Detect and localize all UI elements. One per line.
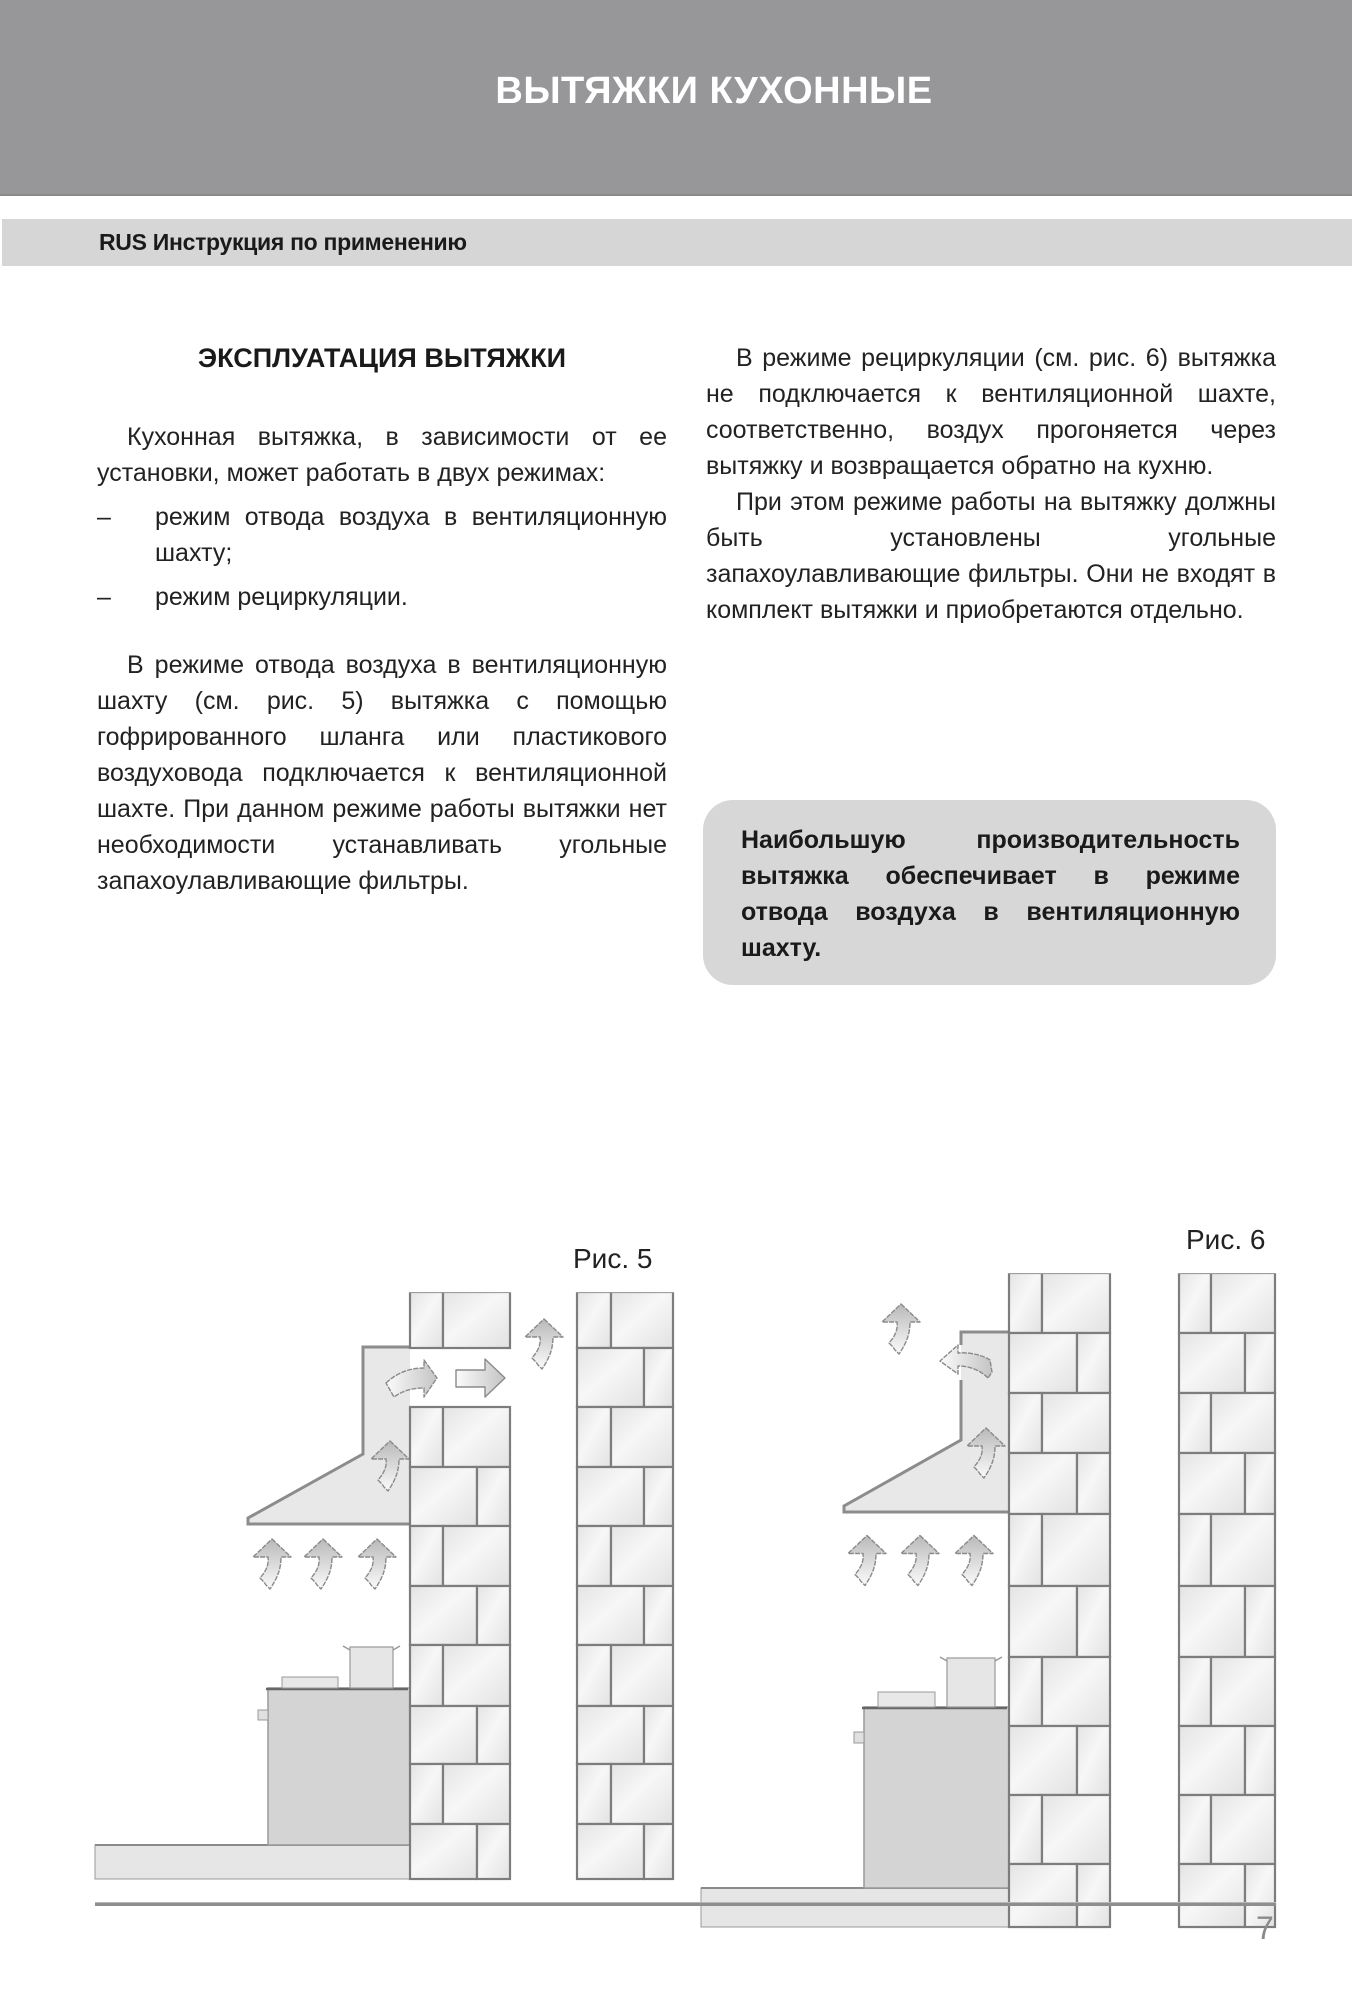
brick [443, 1764, 510, 1824]
airflow-up-arrow-icon [253, 1539, 291, 1589]
brick [1077, 1726, 1110, 1795]
brick [410, 1407, 443, 1467]
range-hood [248, 1347, 410, 1524]
brick [644, 1348, 673, 1407]
brick [410, 1764, 443, 1824]
brick [611, 1764, 673, 1824]
brick [1179, 1333, 1245, 1393]
pan [282, 1677, 338, 1688]
brick-wall-right [575, 1291, 675, 1879]
brick [577, 1824, 644, 1879]
brick [1211, 1657, 1275, 1726]
stove-knob [258, 1710, 268, 1720]
brick [1042, 1273, 1110, 1333]
brick [443, 1292, 510, 1348]
brick [1179, 1586, 1245, 1657]
brick [443, 1526, 510, 1586]
list-item-text: режим рециркуляции. [155, 583, 408, 611]
section-title: ЭКСПЛУАТАЦИЯ ВЫТЯЖКИ [197, 343, 567, 373]
airflow-up-arrow-icon [304, 1539, 342, 1589]
brick [410, 1645, 443, 1706]
brick [1009, 1864, 1077, 1927]
brick [1009, 1273, 1042, 1333]
brick [577, 1348, 644, 1407]
airflow-up-arrow-icon [901, 1536, 939, 1586]
brick [1009, 1726, 1077, 1795]
brick [1009, 1333, 1077, 1393]
airflow-up-arrow-icon [358, 1539, 396, 1589]
brick [410, 1526, 443, 1586]
brick [577, 1292, 611, 1348]
brick [1179, 1864, 1245, 1927]
brick [410, 1586, 477, 1645]
list-dash: – [97, 583, 111, 611]
brick [1211, 1393, 1275, 1453]
brick [577, 1467, 644, 1526]
airflow-up-arrow-icon [882, 1304, 920, 1354]
airflow-right-arrow-icon [456, 1359, 505, 1397]
brick [1179, 1453, 1245, 1514]
brick [611, 1407, 673, 1467]
list-dash: – [97, 503, 111, 531]
page-number: 7 [1256, 1910, 1274, 1946]
figure-5-label: Рис. 5 [573, 1243, 653, 1274]
floor [95, 1845, 411, 1879]
brick [443, 1645, 510, 1706]
brick [577, 1764, 611, 1824]
airflow-up-arrow-icon [525, 1319, 563, 1369]
brick [477, 1824, 510, 1879]
brick [410, 1467, 477, 1526]
brick [611, 1645, 673, 1706]
stove-knob [854, 1732, 864, 1743]
brick [577, 1706, 644, 1764]
brick [1042, 1795, 1110, 1864]
brick [1009, 1657, 1042, 1726]
brick [477, 1586, 510, 1645]
pot [343, 1646, 400, 1688]
brick [1042, 1393, 1110, 1453]
footer-divider [95, 1902, 1276, 1906]
brick [611, 1292, 673, 1348]
brick [443, 1407, 510, 1467]
brick [1042, 1657, 1110, 1726]
floor [701, 1888, 1010, 1927]
brick [611, 1526, 673, 1586]
brick [1211, 1514, 1275, 1586]
brick [477, 1706, 510, 1764]
brick [1179, 1514, 1211, 1586]
brick [1245, 1586, 1275, 1657]
brick [1179, 1795, 1211, 1864]
brick [1009, 1795, 1042, 1864]
stove [854, 1657, 1010, 1888]
brick [644, 1467, 673, 1526]
callout-text: Наибольшую производительность вытяжка обеспечивает в режиме отвода воздуха в вентиляционную шахту. [741, 826, 1240, 962]
brick-wall-right [1177, 1272, 1277, 1927]
brick [1077, 1333, 1110, 1393]
recirculation-paragraph: В режиме рециркуляции (см. рис. 6) вытяжка не подключается к вентиляционной шахте, соответственно, воздух прогоняется через вытяжку и возвращается обратно на кухню. [706, 344, 1276, 480]
brick [577, 1586, 644, 1645]
airflow-up-arrow-icon [848, 1536, 886, 1586]
brick [1179, 1393, 1211, 1453]
brick [477, 1467, 510, 1526]
airflow-up-arrow-icon [955, 1536, 993, 1586]
stove [258, 1646, 411, 1845]
brick [1077, 1586, 1110, 1657]
brick [1042, 1514, 1110, 1586]
figure-6-recirculation-mode [701, 1272, 1277, 1927]
intro-paragraph: Кухонная вытяжка, в зависимости от ее установки, может работать в двух режимах: [97, 423, 667, 487]
brick [577, 1407, 611, 1467]
document-subtitle: RUS Инструкция по применению [99, 229, 467, 255]
brick-wall-left [1007, 1272, 1112, 1927]
brick [577, 1645, 611, 1706]
brick [1077, 1453, 1110, 1514]
brick [410, 1706, 477, 1764]
brick [1077, 1864, 1110, 1927]
brick [1179, 1657, 1211, 1726]
brick [1009, 1586, 1077, 1657]
brick [1245, 1726, 1275, 1795]
brick [1245, 1453, 1275, 1514]
figure-6-label: Рис. 6 [1186, 1224, 1266, 1255]
brick [410, 1824, 477, 1879]
brick [1245, 1333, 1275, 1393]
brick [1179, 1726, 1245, 1795]
brick [1009, 1453, 1077, 1514]
exhaust-paragraph: В режиме отвода воздуха в вентиляционную шахту (см. рис. 5) вытяжка с помощью гофрированного шланга или пластикового воздуховода подключается к вентиляционной шахте. При данном режиме работы вытяжки нет необходимости устанавливать угольные запахоулавливающие фильтры. [97, 651, 667, 895]
brick [644, 1586, 673, 1645]
filters-paragraph: При этом режиме работы на вытяжку должны быть установлены угольные запахоулавливающие фильтры. Они не входят в комплект вытяжки и приобретаются отдельно. [706, 488, 1276, 624]
brick [1009, 1514, 1042, 1586]
brick [644, 1706, 673, 1764]
figure-5-exhaust-mode [95, 1291, 675, 1879]
brick [577, 1526, 611, 1586]
brick [410, 1292, 443, 1348]
page-title: ВЫТЯЖКИ КУХОННЫЕ [495, 70, 933, 112]
pan [878, 1692, 935, 1707]
brick [1179, 1273, 1211, 1333]
list-item-text: режим отвода воздуха в вентиляционную шахту; [155, 503, 667, 567]
brick [644, 1824, 673, 1879]
brick [1009, 1393, 1042, 1453]
brick [1211, 1795, 1275, 1864]
brick [1211, 1273, 1275, 1333]
pot [940, 1657, 1002, 1707]
